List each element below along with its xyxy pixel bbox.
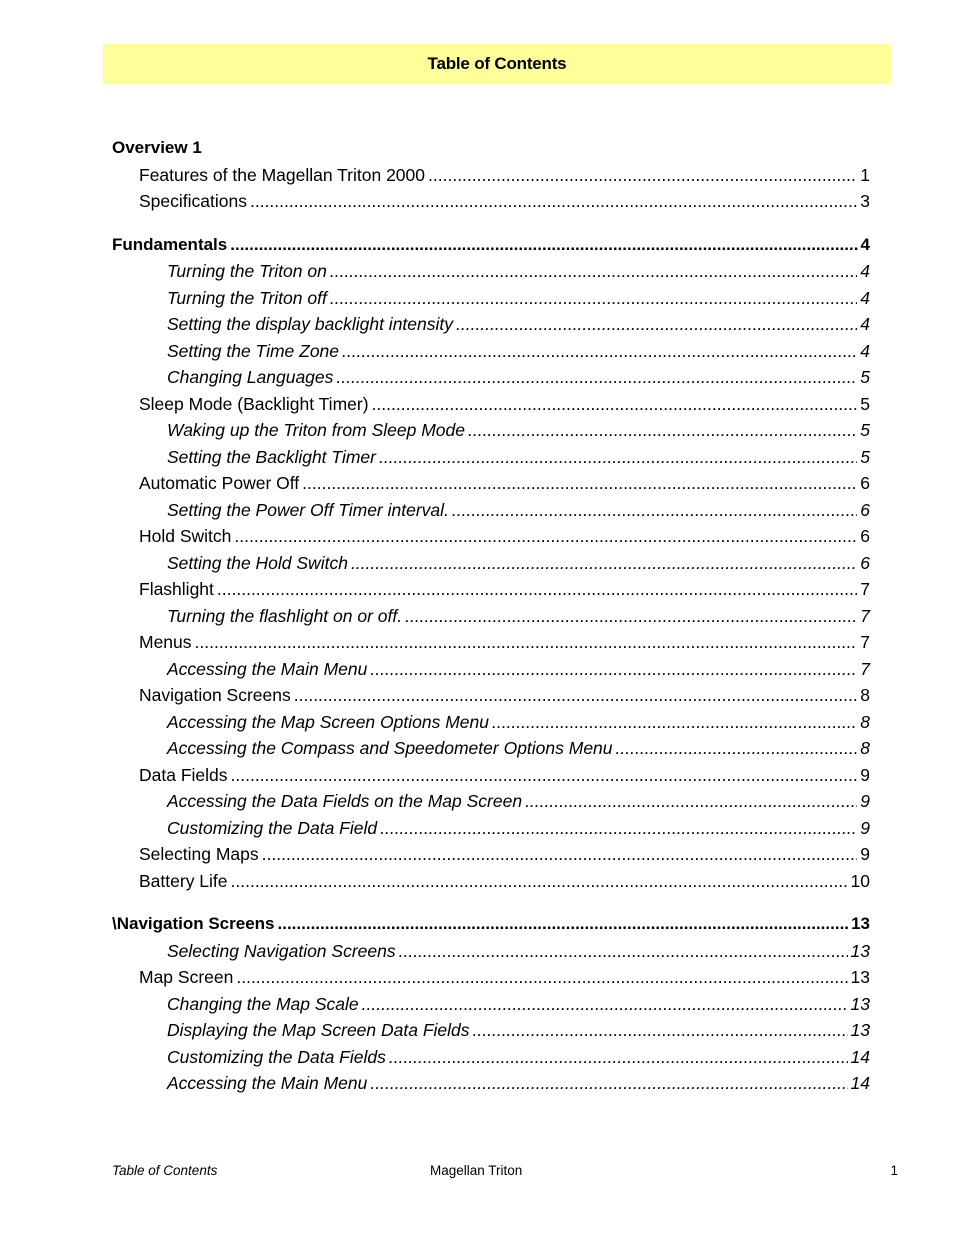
toc-entry-title: Accessing the Compass and Speedometer Options Menu xyxy=(167,738,613,758)
footer-page-number: 1 xyxy=(890,1163,898,1178)
toc-entry-title: Battery Life xyxy=(139,870,228,891)
dot-leader xyxy=(195,629,858,656)
toc-subentry[interactable] xyxy=(112,656,870,683)
toc-entry-page: 8 xyxy=(860,738,870,758)
dot-leader xyxy=(217,576,857,603)
dot-leader xyxy=(525,788,857,815)
toc-entry-page: 9 xyxy=(860,844,870,864)
toc-subentry[interactable] xyxy=(112,550,870,577)
table-of-contents xyxy=(112,135,870,1097)
toc-subentry[interactable] xyxy=(112,417,870,444)
toc-subentry[interactable] xyxy=(112,1070,870,1097)
toc-subentry[interactable] xyxy=(112,497,870,524)
toc-entry-page: 5 xyxy=(860,420,870,440)
dot-leader xyxy=(616,735,858,762)
dot-leader xyxy=(379,444,857,471)
toc-entry-title: Changing Languages xyxy=(167,367,334,387)
dot-leader xyxy=(370,656,857,683)
toc-entry-page: 9 xyxy=(860,764,870,785)
toc-entry-title: \Navigation Screens xyxy=(112,914,275,933)
dot-leader xyxy=(278,911,849,938)
toc-subentry[interactable] xyxy=(112,788,870,815)
page-title: Table of Contents xyxy=(427,54,567,73)
toc-entry-page: 8 xyxy=(860,685,870,705)
toc-entry-page: 13 xyxy=(850,940,870,961)
toc-entry-page: 7 xyxy=(860,579,870,599)
dot-leader xyxy=(230,232,857,259)
toc-entry-page: 7 xyxy=(860,658,870,679)
toc-entry-page: 10 xyxy=(850,870,870,891)
toc-entry-page: 6 xyxy=(860,473,870,493)
toc-section-entry[interactable] xyxy=(112,135,870,162)
toc-entry-page: 13 xyxy=(850,967,870,987)
dot-leader xyxy=(231,868,848,895)
toc-entry[interactable] xyxy=(112,762,870,789)
toc-entry-title: Setting the Time Zone xyxy=(167,340,340,361)
toc-entry-title: Turning the Triton on xyxy=(167,261,327,281)
toc-entry-page: 13 xyxy=(850,1020,870,1040)
toc-subentry[interactable] xyxy=(112,285,870,312)
toc-subentry[interactable] xyxy=(112,1017,870,1044)
page-footer xyxy=(0,1163,954,1183)
toc-entry[interactable] xyxy=(112,188,870,215)
dot-leader xyxy=(380,815,857,842)
toc-entry[interactable] xyxy=(112,576,870,603)
toc-entry-page: 4 xyxy=(860,340,870,361)
toc-entry-page: 13 xyxy=(851,914,870,933)
dot-leader xyxy=(372,391,858,418)
toc-subentry[interactable] xyxy=(112,603,870,630)
toc-entry-page: 4 xyxy=(860,234,870,254)
toc-section-entry[interactable] xyxy=(112,911,870,938)
section-gap xyxy=(112,894,870,911)
toc-entry-title: Turning the flashlight on or off. xyxy=(167,605,403,626)
toc-entry[interactable] xyxy=(112,470,870,497)
dot-leader xyxy=(362,991,848,1018)
toc-entry-page: 5 xyxy=(860,367,870,387)
toc-entry-title: Overview 1 xyxy=(112,138,202,157)
dot-leader xyxy=(370,1070,847,1097)
toc-entry-page: 6 xyxy=(860,526,870,546)
toc-subentry[interactable] xyxy=(112,258,870,285)
toc-entry-page: 9 xyxy=(860,791,870,811)
toc-entry-title: Accessing the Main Menu xyxy=(167,1073,368,1093)
dot-leader xyxy=(234,523,857,550)
toc-entry-page: 4 xyxy=(860,287,870,308)
toc-entry-title: Data Fields xyxy=(139,764,228,785)
toc-entry-title: Selecting Maps xyxy=(139,844,259,864)
toc-entry-title: Waking up the Triton from Sleep Mode xyxy=(167,420,465,440)
toc-entry[interactable] xyxy=(112,523,870,550)
dot-leader xyxy=(262,841,858,868)
toc-entry[interactable] xyxy=(112,162,870,189)
toc-entry-title: Accessing the Main Menu xyxy=(167,658,368,679)
toc-entry-title: Menus xyxy=(139,632,192,652)
toc-entry-title: Setting the Backlight Timer xyxy=(167,446,376,467)
dot-leader xyxy=(302,470,857,497)
toc-subentry[interactable] xyxy=(112,735,870,762)
toc-entry-page: 8 xyxy=(860,711,870,732)
toc-section-entry[interactable] xyxy=(112,232,870,259)
dot-leader xyxy=(405,603,857,630)
footer-document-title: Magellan Triton xyxy=(430,1163,523,1178)
toc-entry-title: Changing the Map Scale xyxy=(167,993,359,1014)
dot-leader xyxy=(389,1044,848,1071)
header-band xyxy=(103,44,891,84)
toc-entry-page: 5 xyxy=(860,446,870,467)
toc-subentry[interactable] xyxy=(112,338,870,365)
dot-leader xyxy=(473,1017,848,1044)
dot-leader xyxy=(351,550,857,577)
toc-subentry[interactable] xyxy=(112,364,870,391)
toc-entry-page: 7 xyxy=(860,632,870,652)
toc-entry-page: 7 xyxy=(860,605,870,626)
toc-entry[interactable] xyxy=(112,682,870,709)
toc-entry-page: 6 xyxy=(860,499,870,520)
toc-entry[interactable] xyxy=(112,841,870,868)
toc-entry-page: 13 xyxy=(850,993,870,1014)
section-gap xyxy=(112,215,870,232)
toc-entry-title: Fundamentals xyxy=(112,234,228,254)
toc-entry-page: 14 xyxy=(850,1046,870,1067)
toc-entry-title: Turning the Triton off xyxy=(167,287,327,308)
dot-leader xyxy=(468,417,857,444)
toc-entry-title: Customizing the Data Field xyxy=(167,817,378,838)
toc-entry-title: Sleep Mode (Backlight Timer) xyxy=(139,393,369,414)
toc-entry[interactable] xyxy=(112,868,870,895)
dot-leader xyxy=(452,497,857,524)
toc-subentry[interactable] xyxy=(112,709,870,736)
dot-leader xyxy=(231,762,858,789)
toc-subentry[interactable] xyxy=(112,815,870,842)
dot-leader xyxy=(428,162,857,189)
toc-entry[interactable] xyxy=(112,391,870,418)
toc-entry-page: 6 xyxy=(860,552,870,573)
dot-leader xyxy=(236,964,847,991)
toc-subentry[interactable] xyxy=(112,444,870,471)
toc-entry-page: 4 xyxy=(860,314,870,334)
toc-entry-title: Setting the Hold Switch xyxy=(167,552,348,573)
toc-subentry[interactable] xyxy=(112,1044,870,1071)
toc-entry-page: 1 xyxy=(860,164,870,185)
toc-subentry[interactable] xyxy=(112,991,870,1018)
dot-leader xyxy=(330,258,857,285)
toc-entry-title: Flashlight xyxy=(139,579,214,599)
toc-entry-title: Setting the display backlight intensity xyxy=(167,314,453,334)
toc-entry[interactable] xyxy=(112,964,870,991)
toc-subentry[interactable] xyxy=(112,311,870,338)
toc-entry-title: Map Screen xyxy=(139,967,234,987)
dot-leader xyxy=(336,364,857,391)
dot-leader xyxy=(342,338,857,365)
toc-entry-title: Selecting Navigation Screens xyxy=(167,940,396,961)
toc-entry-title: Navigation Screens xyxy=(139,685,291,705)
toc-entry-title: Displaying the Map Screen Data Fields xyxy=(167,1020,470,1040)
toc-entry-title: Automatic Power Off xyxy=(139,473,300,493)
dot-leader xyxy=(294,682,858,709)
toc-entry-title: Accessing the Map Screen Options Menu xyxy=(167,711,489,732)
footer-section-title: Table of Contents xyxy=(112,1163,218,1178)
toc-entry-title: Features of the Magellan Triton 2000 xyxy=(139,164,426,185)
toc-entry-title: Customizing the Data Fields xyxy=(167,1046,386,1067)
dot-leader xyxy=(456,311,857,338)
dot-leader xyxy=(330,285,857,312)
toc-entry-page: 14 xyxy=(850,1073,870,1093)
toc-entry-page: 5 xyxy=(860,393,870,414)
toc-entry-title: Accessing the Data Fields on the Map Screen xyxy=(167,791,523,811)
toc-entry-title: Specifications xyxy=(139,191,247,211)
toc-entry-page: 4 xyxy=(860,261,870,281)
toc-entry-page: 3 xyxy=(860,191,870,211)
dot-leader xyxy=(399,938,848,965)
toc-subentry[interactable] xyxy=(112,938,870,965)
toc-entry-page: 9 xyxy=(860,817,870,838)
toc-entry-title: Setting the Power Off Timer interval. xyxy=(167,499,449,520)
toc-entry-title: Hold Switch xyxy=(139,526,232,546)
dot-leader xyxy=(250,188,857,215)
dot-leader xyxy=(492,709,857,736)
toc-entry[interactable] xyxy=(112,629,870,656)
